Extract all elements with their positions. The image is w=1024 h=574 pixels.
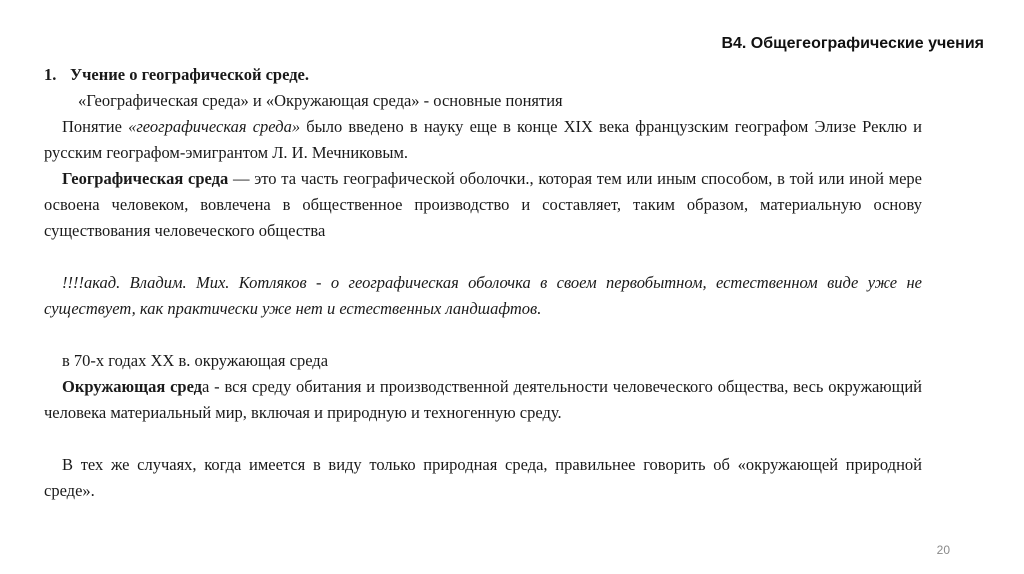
slide-content [44,62,922,504]
paragraph-70s [44,348,922,374]
subtitle-text: «Географическая среда» и «Окружающая среда» - основные понятия [78,91,563,110]
paragraph-natural-environment [44,452,922,504]
p4-term: Окружающая сред [62,377,203,396]
quote-text: !!!!акад. Владим. Мих. Котляков - о географическая оболочка в своем первобытном, естественном виде уже не существует, как практически уже нет и естественных ландшафтов. [44,273,922,318]
p4-text: а - вся среду обитания и производственной деятельности человеческого общества, весь окружающий человека материальный мир, включая и природную и техногенную среду. [44,377,922,422]
subtitle-paragraph [44,88,922,114]
p3-text: в 70-х годах XX в. окружающая среда [62,351,329,370]
paragraph-quote [44,270,922,322]
p2-term: Географическая среда [62,169,229,188]
p2-text: — это та часть географической оболочки., которая тем или иным способом, в той или иной мере освоена человеком, вовлечена в общественное производство и составляет, таким образом, материальную основу существования человеческого общества [44,169,922,240]
paragraph-geo-env-definition [44,166,922,244]
p1-term: «географическая среда» [128,117,301,136]
spacer [44,322,922,348]
page-number: 20 [936,543,950,557]
slide-header: В4. Общегеографические учения [721,35,984,52]
spacer [44,244,922,270]
paragraph-environment-definition [44,374,922,426]
section-title: Учение о географической среде. [70,65,309,84]
p1-suffix: было введено в науку еще в конце XIX века французским географом Элизе Реклю и русским географом-эмигрантом Л. И. Мечниковым. [44,117,923,162]
section-number: 1. [44,65,57,84]
p1-prefix: Понятие [62,117,129,136]
spacer [44,426,922,452]
paragraph-geo-env-concept [44,114,922,166]
p5-text: В тех же случаях, когда имеется в виду только природная среда, правильнее говорить об «окружающей природной среде». [44,455,922,500]
section-heading [44,62,922,88]
